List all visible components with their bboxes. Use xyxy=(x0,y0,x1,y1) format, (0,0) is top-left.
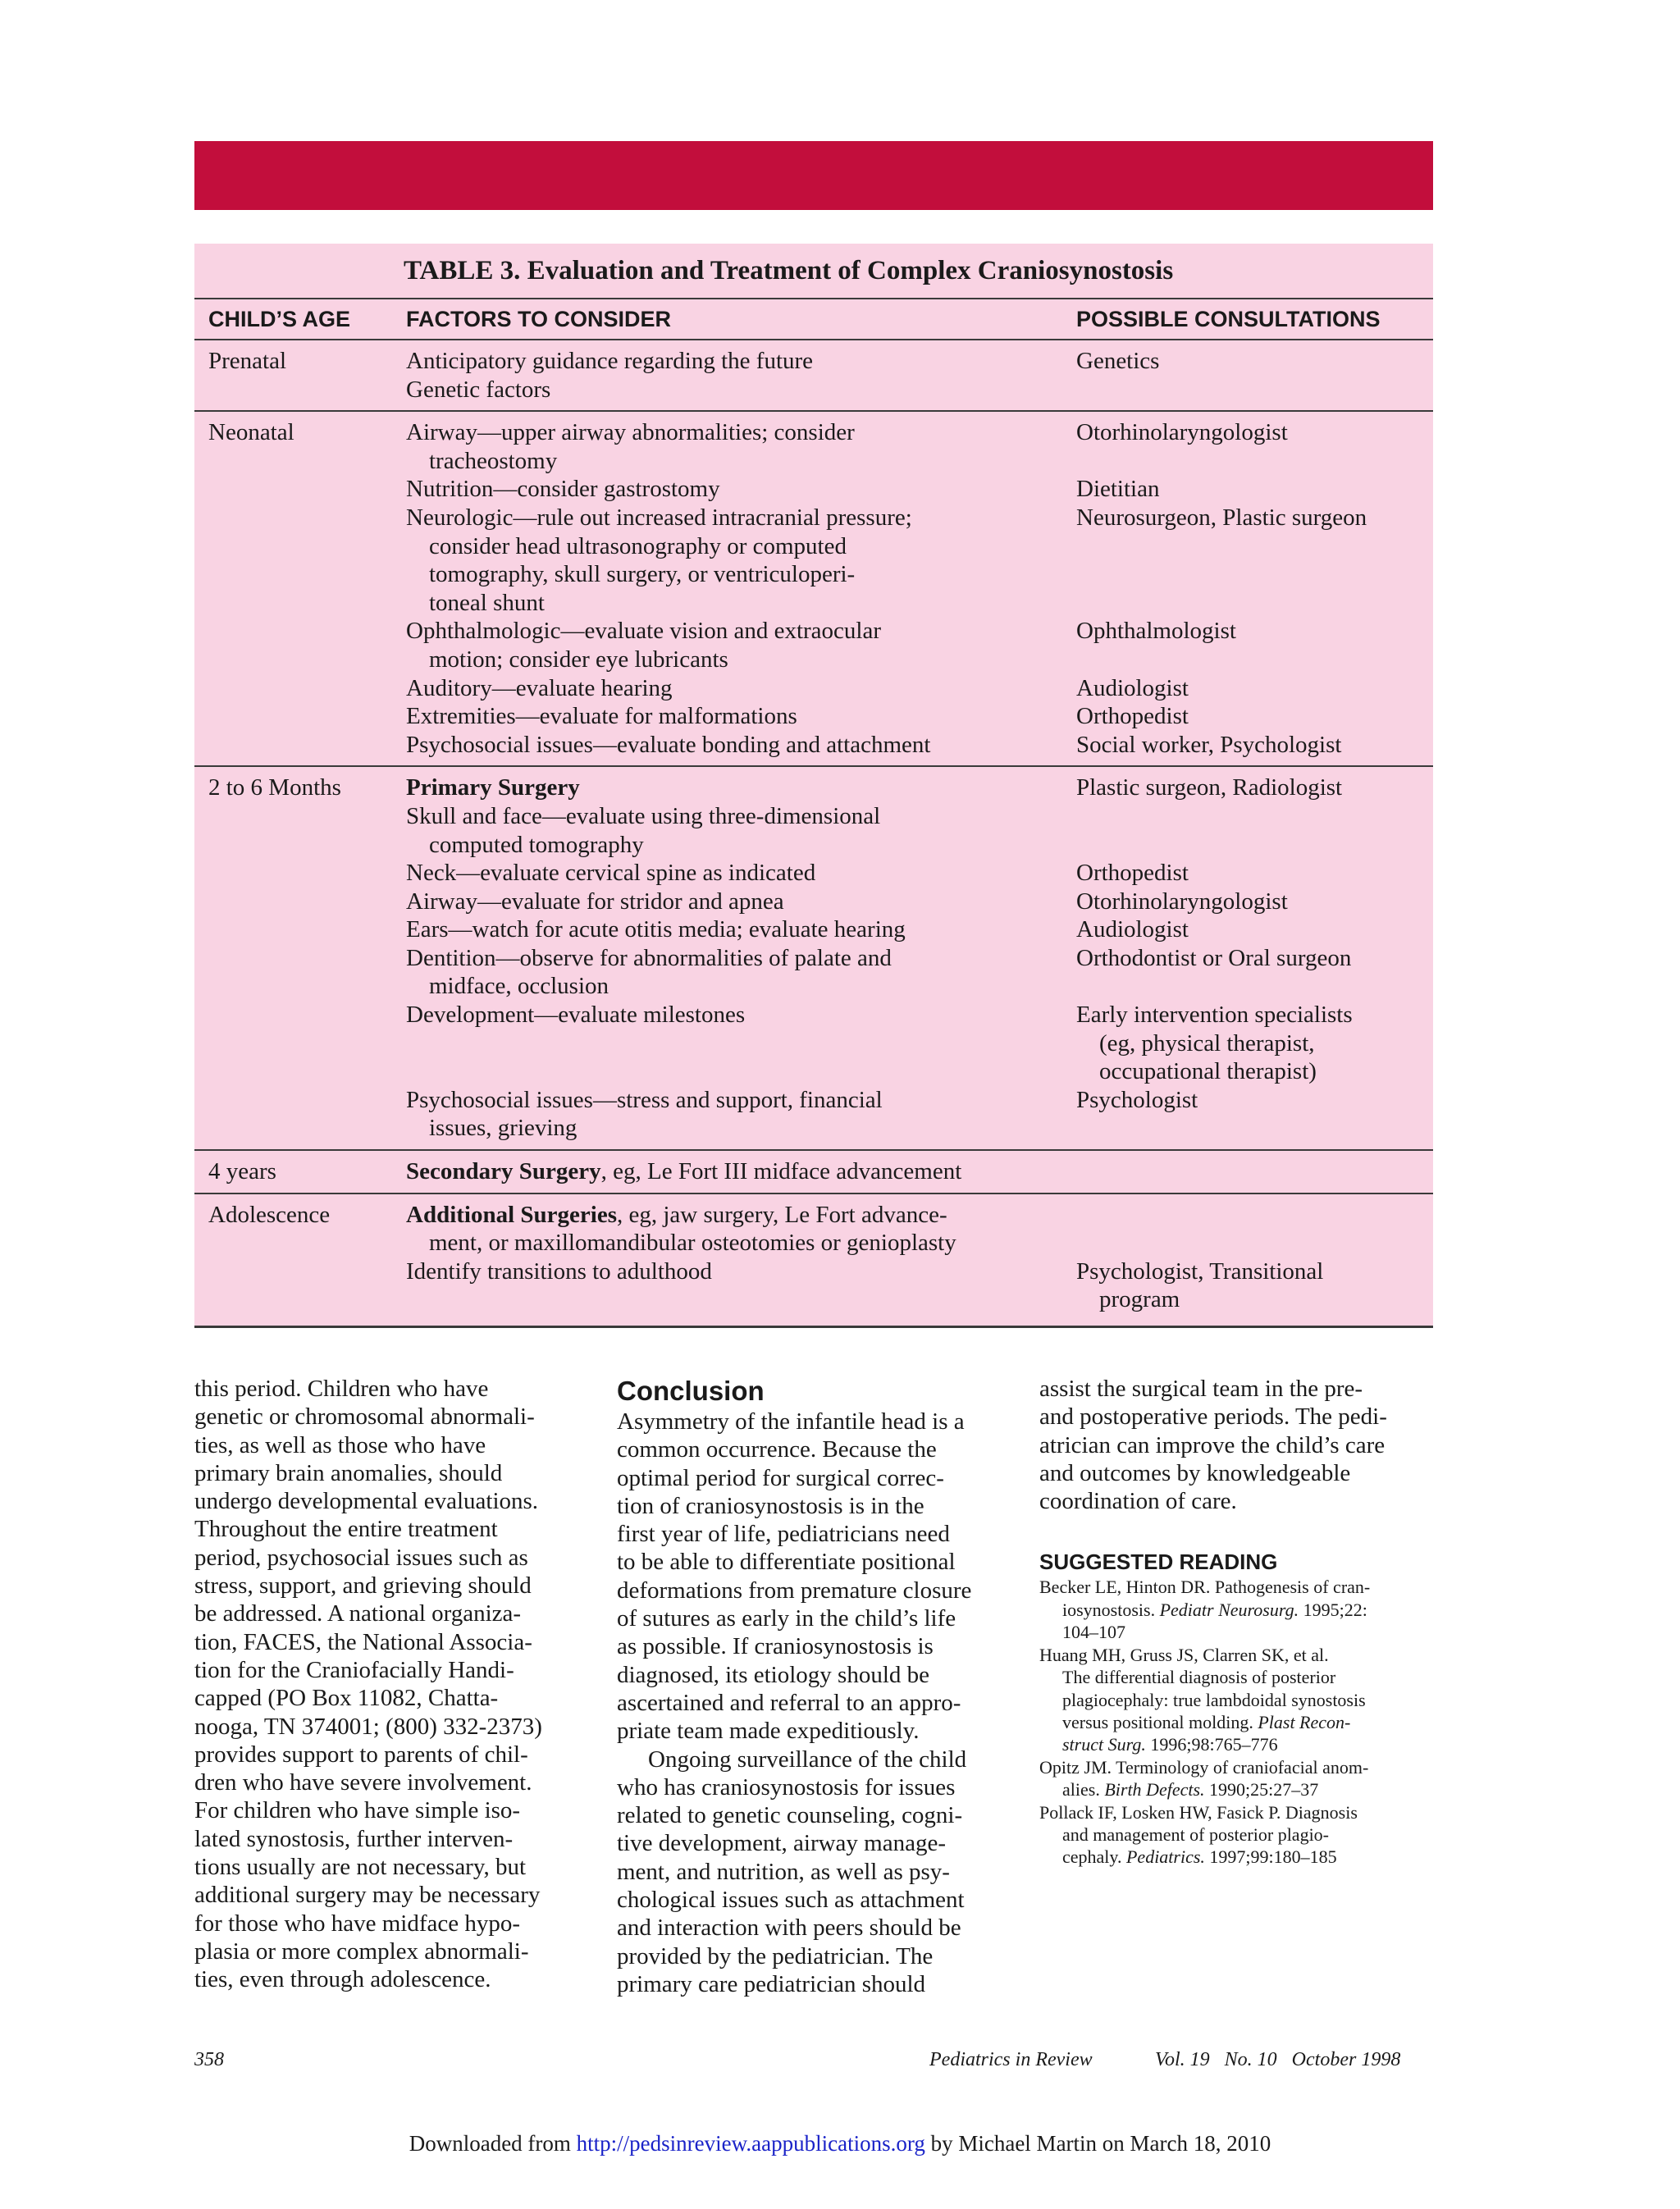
reference-line xyxy=(1039,1778,1433,1801)
factor-line xyxy=(406,1001,1076,1029)
factor-text: Psychosocial issues—stress and support, financial xyxy=(406,1086,883,1113)
factor-line xyxy=(406,972,1076,1001)
body-line: primary brain anomalies, should xyxy=(194,1459,503,1486)
consult-spacer xyxy=(1076,532,1433,561)
body-line: as possible. If craniosynostosis is xyxy=(617,1633,934,1660)
cell-factors xyxy=(391,347,1076,404)
factor-line xyxy=(406,1201,1076,1230)
factor-text: Dentition—observe for abnormalities of palate and xyxy=(406,944,892,971)
body-line: plasia or more complex abnormali- xyxy=(194,1937,529,1965)
consult-line: Orthodontist or Oral surgeon xyxy=(1076,944,1352,971)
reference-line xyxy=(1039,1801,1433,1823)
reference-text: Huang MH, Gruss JS, Clarren SK, et al. xyxy=(1039,1644,1329,1665)
factor-text: , eg, jaw surgery, Le Fort advance- xyxy=(617,1201,947,1228)
consult-line: Psychologist, Transitional xyxy=(1076,1257,1324,1285)
conclusion-paragraph-2 xyxy=(617,1746,1009,1999)
factor-text: issues, grieving xyxy=(429,1115,578,1142)
consult-line: Genetics xyxy=(1076,348,1160,374)
consult-spacer xyxy=(1076,589,1433,618)
body-line: and interaction with peers should be xyxy=(617,1915,961,1942)
factor-line xyxy=(406,617,1076,646)
journal-volume-text: Vol. 19 No. 10 October 1998 xyxy=(1155,2049,1401,2070)
body-line: ties, as well as those who have xyxy=(194,1431,486,1458)
consult-line: occupational therapist) xyxy=(1099,1058,1317,1085)
body-line: be addressed. A national organiza- xyxy=(194,1600,522,1627)
body-line: tion of craniosynostosis is in the xyxy=(617,1492,924,1519)
factor-line xyxy=(406,774,1076,802)
body-line: For children who have simple iso- xyxy=(194,1797,521,1824)
factor-text: toneal shunt xyxy=(429,589,545,616)
cell-consultations xyxy=(1076,774,1433,1143)
reference-item xyxy=(1039,1801,1433,1869)
consult-line: program xyxy=(1099,1286,1180,1313)
body-line: tion, FACES, the National Associa- xyxy=(194,1628,532,1655)
consult-line: Early intervention specialists xyxy=(1076,1002,1353,1029)
body-line: coordination of care. xyxy=(1039,1488,1237,1515)
consult-line: Orthopedist xyxy=(1076,703,1189,730)
body-line: period, psychosocial issues such as xyxy=(194,1544,528,1571)
reference-text: versus positional molding. xyxy=(1062,1711,1258,1732)
body-line: optimal period for surgical correc- xyxy=(617,1464,944,1491)
reference-journal: Pediatrics. xyxy=(1125,1846,1205,1868)
reference-text: 1996;98:765–776 xyxy=(1145,1734,1278,1755)
body-line: and postoperative periods. The pedi- xyxy=(1039,1403,1387,1431)
reference-item xyxy=(1039,1756,1433,1801)
body-line: tion for the Craniofacially Handi- xyxy=(194,1656,514,1683)
header-childs-age: CHILD’S AGE xyxy=(208,306,351,331)
body-line: dren who have severe involvement. xyxy=(194,1769,532,1796)
factor-line xyxy=(406,1114,1076,1143)
body-line: undergo developmental evaluations. xyxy=(194,1488,539,1515)
factor-line xyxy=(406,1229,1076,1257)
body-line: who has craniosynostosis for issues xyxy=(617,1773,956,1801)
cell-factors xyxy=(391,418,1076,759)
table-3 xyxy=(194,244,1433,1328)
body-line: genetic or chromosomal abnormali- xyxy=(194,1403,535,1431)
reference-text: Pollack IF, Losken HW, Fasick P. Diagnosis xyxy=(1039,1801,1358,1823)
reference-text: 1995;22: xyxy=(1299,1599,1367,1620)
reference-line xyxy=(1039,1711,1433,1733)
factor-line xyxy=(406,532,1076,561)
table-row xyxy=(194,767,1433,1151)
body-line: provided by the pediatrician. The xyxy=(617,1942,934,1969)
reference-line xyxy=(1039,1756,1433,1778)
reference-line xyxy=(1039,1733,1433,1755)
factor-line xyxy=(406,646,1076,674)
reference-text: The differential diagnosis of posterior xyxy=(1062,1667,1336,1688)
factor-text: Neurologic—rule out increased intracranial pressure; xyxy=(406,504,912,531)
body-line: to be able to differentiate positional xyxy=(617,1549,956,1576)
factor-line xyxy=(406,888,1076,916)
header-factors: FACTORS TO CONSIDER xyxy=(406,306,672,331)
reference-text: 104–107 xyxy=(1062,1622,1125,1643)
reference-text: 1990;25:27–37 xyxy=(1204,1779,1319,1801)
factor-text: Genetic factors xyxy=(406,376,551,403)
factor-line xyxy=(406,504,1076,532)
body-line: first year of life, pediatricians need xyxy=(617,1521,950,1548)
body-line: related to genetic counseling, cogni- xyxy=(617,1802,963,1829)
reference-line xyxy=(1039,1823,1433,1846)
factor-line xyxy=(406,418,1076,447)
table-header-row xyxy=(194,298,1433,340)
body-line: diagnosed, its etiology should be xyxy=(617,1661,929,1688)
table-body xyxy=(194,340,1433,1328)
body-line: tive development, airway manage- xyxy=(617,1830,947,1857)
reference-text: and management of posterior plagio- xyxy=(1062,1823,1330,1845)
cell-age: Neonatal xyxy=(208,419,294,446)
consult-spacer xyxy=(1076,831,1433,860)
reference-line xyxy=(1039,1576,1433,1598)
factor-text: Nutrition—consider gastrostomy xyxy=(406,476,720,503)
factor-text: midface, occlusion xyxy=(429,973,609,1000)
consult-line: Audiologist xyxy=(1076,916,1189,943)
journal-name: Pediatrics in Review xyxy=(929,2049,1093,2070)
body-line: and outcomes by knowledgeable xyxy=(1039,1459,1351,1486)
reference-line xyxy=(1039,1599,1433,1621)
factor-line xyxy=(406,674,1076,703)
reference-list xyxy=(1039,1576,1433,1868)
factor-text: consider head ultrasonography or computed xyxy=(429,532,847,559)
factor-text: computed tomography xyxy=(429,831,644,858)
factor-line xyxy=(406,1086,1076,1115)
journal-volume xyxy=(1155,2049,1400,2071)
factor-line xyxy=(406,1029,1076,1058)
cell-factors xyxy=(391,774,1076,1143)
body-line: atrician can improve the child’s care xyxy=(1039,1431,1386,1458)
factor-text: Ears—watch for acute otitis media; evaluate hearing xyxy=(406,916,906,943)
conclusion-paragraph-1 xyxy=(617,1408,1009,1746)
consult-line: Otorhinolaryngologist xyxy=(1076,888,1288,915)
column-1-text xyxy=(194,1375,580,1994)
factor-line xyxy=(406,1257,1076,1286)
reference-journal: Pediatr Neurosurg. xyxy=(1159,1599,1299,1620)
table-row xyxy=(194,1151,1433,1194)
consult-line: Ophthalmologist xyxy=(1076,618,1236,645)
body-line: nooga, TN 374001; (800) 332-2373) xyxy=(194,1713,542,1740)
reference-line xyxy=(1039,1621,1433,1643)
body-line: common occurrence. Because the xyxy=(617,1436,937,1463)
download-prefix: Downloaded from xyxy=(409,2131,577,2156)
body-line: tions usually are not necessary, but xyxy=(194,1854,527,1881)
body-line: lated synostosis, further interven- xyxy=(194,1825,514,1852)
page-number: 358 xyxy=(194,2049,224,2070)
table-row xyxy=(194,1194,1433,1328)
factor-text: Psychosocial issues—evaluate bonding and attachment xyxy=(406,731,931,758)
factor-bold-text: Primary Surgery xyxy=(406,774,580,801)
reference-text: 1997;99:180–185 xyxy=(1204,1846,1337,1868)
factor-line xyxy=(406,1157,1076,1186)
cell-age: 2 to 6 Months xyxy=(208,774,341,801)
reference-text: iosynostosis. xyxy=(1062,1599,1160,1620)
reference-line xyxy=(1039,1644,1433,1666)
body-line: for those who have midface hypo- xyxy=(194,1910,521,1937)
reference-text: Opitz JM. Terminology of craniofacial anom- xyxy=(1039,1756,1369,1778)
body-line: ascertained and referral to an appro- xyxy=(617,1689,961,1716)
cell-age: Prenatal xyxy=(208,348,287,374)
cell-consultations xyxy=(1076,347,1433,404)
consult-line: Audiologist xyxy=(1076,674,1189,701)
consult-line: Orthopedist xyxy=(1076,860,1189,887)
reference-journal: struct Surg. xyxy=(1062,1734,1146,1755)
factor-text: Neck—evaluate cervical spine as indicated xyxy=(406,860,816,887)
consult-line: Psychologist xyxy=(1076,1086,1198,1113)
factor-line xyxy=(406,447,1076,476)
table-title: TABLE 3. Evaluation and Treatment of Complex Craniosynostosis xyxy=(404,256,1174,285)
factor-text: Skull and face—evaluate using three-dimensional xyxy=(406,802,881,829)
factor-text: tracheostomy xyxy=(429,447,558,474)
factor-text: Auditory—evaluate hearing xyxy=(406,674,673,701)
factor-line xyxy=(406,1057,1076,1086)
body-line: assist the surgical team in the pre- xyxy=(1039,1376,1363,1402)
factor-text: Identify transitions to adulthood xyxy=(406,1257,712,1285)
reference-line xyxy=(1039,1689,1433,1711)
column-3-paragraph xyxy=(1039,1375,1433,1515)
reference-item xyxy=(1039,1644,1433,1756)
factor-line xyxy=(406,915,1076,944)
conclusion-heading: Conclusion xyxy=(617,1376,765,1406)
reference-line xyxy=(1039,1846,1433,1868)
factor-line xyxy=(406,702,1076,731)
factor-text: , eg, Le Fort III midface advancement xyxy=(600,1158,962,1185)
consult-spacer xyxy=(1076,646,1433,674)
download-link[interactable]: http://pedsinreview.aappublications.org xyxy=(576,2131,925,2156)
factor-text: Extremities—evaluate for malformations xyxy=(406,703,797,730)
consult-line: Social worker, Psychologist xyxy=(1076,731,1342,758)
body-line: priate team made expeditiously. xyxy=(617,1718,920,1745)
cell-age: Adolescence xyxy=(208,1201,331,1228)
factor-line xyxy=(406,731,1076,760)
body-line: chological issues such as attachment xyxy=(617,1887,965,1914)
factor-line xyxy=(406,560,1076,589)
body-line: deformations from premature closure xyxy=(617,1577,972,1604)
body-line: stress, support, and grieving should xyxy=(194,1572,532,1600)
consult-spacer xyxy=(1076,447,1433,476)
consult-line: (eg, physical therapist, xyxy=(1099,1029,1315,1057)
body-line: of sutures as early in the child’s life xyxy=(617,1605,956,1632)
download-suffix: by Michael Martin on March 18, 2010 xyxy=(924,2131,1271,2156)
body-line: Ongoing surveillance of the child xyxy=(648,1746,967,1773)
factor-text: Airway—upper airway abnormalities; consider xyxy=(406,419,855,446)
consult-line: Neurosurgeon, Plastic surgeon xyxy=(1076,504,1367,531)
cell-consultations xyxy=(1076,1157,1433,1186)
reference-text: cephaly. xyxy=(1062,1846,1126,1868)
factor-line xyxy=(406,831,1076,860)
body-line: ment, and nutrition, as well as psy- xyxy=(617,1858,950,1885)
cell-factors xyxy=(391,1157,1076,1186)
factor-bold-text: Additional Surgeries xyxy=(406,1201,617,1228)
factor-line xyxy=(406,376,1076,404)
factor-line xyxy=(406,347,1076,376)
reference-line xyxy=(1039,1666,1433,1688)
factor-line xyxy=(406,475,1076,504)
consult-spacer xyxy=(1076,1201,1433,1230)
consult-spacer xyxy=(1076,1229,1433,1257)
body-line: provides support to parents of chil- xyxy=(194,1741,528,1768)
reference-text: Becker LE, Hinton DR. Pathogenesis of cran- xyxy=(1039,1577,1371,1598)
factor-text: Development—evaluate milestones xyxy=(406,1002,746,1029)
body-line: capped (PO Box 11082, Chatta- xyxy=(194,1685,499,1712)
factor-line xyxy=(406,944,1076,973)
factor-text: Anticipatory guidance regarding the future xyxy=(406,348,814,374)
reference-journal: Plast Recon- xyxy=(1258,1711,1351,1732)
factor-bold-text: Secondary Surgery xyxy=(406,1158,601,1185)
body-line: ties, even through adolescence. xyxy=(194,1966,491,1993)
table-row xyxy=(194,340,1433,412)
cell-factors xyxy=(391,1201,1076,1314)
reference-journal: Birth Defects. xyxy=(1104,1779,1205,1801)
factor-text: Airway—evaluate for stridor and apnea xyxy=(406,888,784,915)
reference-text: alies. xyxy=(1062,1779,1105,1801)
download-notice xyxy=(0,2131,1680,2157)
header-banner xyxy=(194,141,1433,210)
factor-text: motion; consider eye lubricants xyxy=(429,646,728,673)
cell-age: 4 years xyxy=(208,1158,276,1185)
cell-consultations xyxy=(1076,1201,1433,1314)
consult-line: Plastic surgeon, Radiologist xyxy=(1076,774,1343,801)
column-3-text xyxy=(1039,1375,1433,1869)
factor-text: Ophthalmologic—evaluate vision and extraocular xyxy=(406,618,882,645)
body-line: Throughout the entire treatment xyxy=(194,1516,498,1543)
body-line: this period. Children who have xyxy=(194,1376,489,1402)
factor-text: ment, or maxillomandibular osteotomies or genioplasty xyxy=(429,1230,956,1257)
header-consultations: POSSIBLE CONSULTATIONS xyxy=(1076,306,1381,331)
body-line: additional surgery may be necessary xyxy=(194,1882,541,1909)
factor-line xyxy=(406,589,1076,618)
consult-spacer xyxy=(1076,972,1433,1001)
factor-text: tomography, skull surgery, or ventriculoperi- xyxy=(429,561,856,588)
reference-item xyxy=(1039,1576,1433,1643)
cell-consultations xyxy=(1076,418,1433,759)
body-line: primary care pediatrician should xyxy=(617,1970,926,1997)
consult-line: Dietitian xyxy=(1076,476,1160,503)
table-row xyxy=(194,412,1433,767)
column-2-text xyxy=(617,1375,1009,1998)
reference-text: plagiocephaly: true lambdoidal synostosis xyxy=(1062,1689,1366,1710)
consult-spacer xyxy=(1076,802,1433,831)
factor-line xyxy=(406,859,1076,888)
suggested-reading-heading: SUGGESTED READING xyxy=(1039,1549,1278,1575)
factor-line xyxy=(406,802,1076,831)
consult-spacer xyxy=(1076,560,1433,589)
consult-line: Otorhinolaryngologist xyxy=(1076,419,1288,446)
body-line: Asymmetry of the infantile head is a xyxy=(617,1408,965,1435)
